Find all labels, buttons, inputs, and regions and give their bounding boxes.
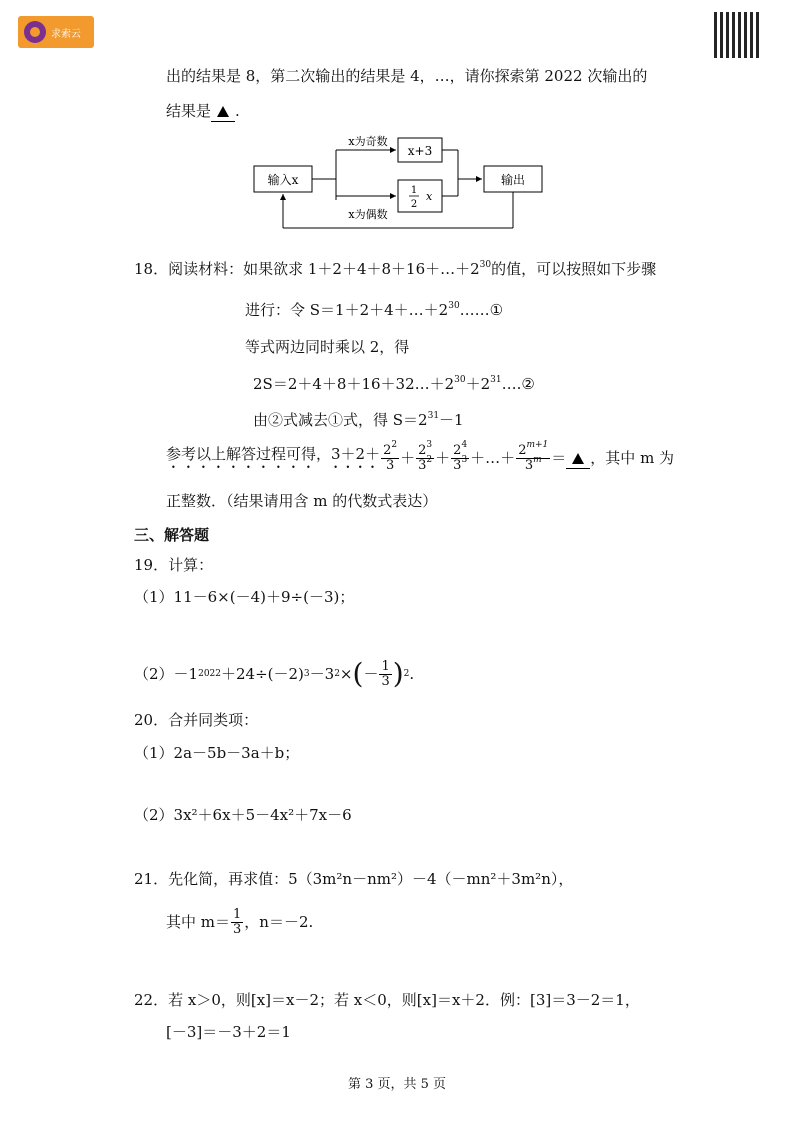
q19-part1: （1）11－6×(－4)＋9÷(－3)；	[134, 588, 355, 606]
q20-part2: （2）3x²＋6x＋5－4x²＋7x－6	[134, 806, 352, 824]
q19-title: 19．计算：	[134, 556, 214, 574]
even-box	[398, 180, 442, 212]
flow-odd-box-text: x+3	[407, 144, 433, 158]
q19-part2: （2）－1 2022 ＋24÷(－2) 3 －3 2 × ( － $\frac{1}{3}$ ) 2 .	[134, 657, 415, 690]
q18-line5: 由②式减去①式，得 $S=2^{31}-1$	[253, 411, 464, 429]
flow-even-var: x	[426, 190, 433, 203]
answer-blank	[211, 101, 235, 122]
flow-input-label: 输入x	[267, 173, 299, 187]
flow-even-num: 1	[410, 185, 418, 196]
frac-2-m: $\frac{2^{m+1}}{3^m}$	[518, 439, 549, 473]
q18-line3: 等式两边同时乘以 2，得	[245, 338, 410, 356]
flow-even-label: x为偶数	[348, 208, 388, 221]
q17-line2	[166, 101, 240, 122]
q18-line4: $2S=2+4+8+16+32\dots+2^{30}+2^{31}\dots.②$	[253, 375, 535, 393]
q22-line1: 22．若 x＞0，则[x]＝x－2；若 x＜0，则[x]＝x＋2．例：[3]＝3－2＝1，	[134, 991, 640, 1009]
q20-part1: （1）2a－5b－3a＋b；	[134, 744, 300, 762]
triangle-icon	[217, 106, 229, 117]
q20-title: 20．合并同类项：	[134, 711, 259, 729]
logo	[18, 16, 94, 48]
q17-suffix: .	[235, 102, 240, 120]
frac-1-3-m: $\frac{1}{3}$	[233, 906, 242, 937]
frac-1-3: $\frac{1}{3}$	[381, 658, 390, 689]
triangle-icon	[572, 453, 584, 464]
section-title: 三、解答题	[134, 526, 210, 544]
q18-line6-prefix: 参考以上解答过程可得，3＋2＋	[166, 445, 381, 463]
q18-line2: 进行：令 $S=1+2+4+\dots+2^{30}\dots\dots ①$	[245, 301, 504, 319]
q21-line2: 其中 m＝ $\frac{1}{3}$ ，n＝－2.	[166, 906, 314, 937]
frac-2-3-3: $\frac{2^3}{3^2}$	[418, 439, 433, 473]
frac-2-2-3: $\frac{2^2}{3}$	[383, 439, 398, 473]
page-footer: 第 3 页，共 5 页	[347, 1077, 447, 1092]
flow-even-den: 2	[410, 199, 418, 210]
q21-line1: 21．先化简，再求值：5（3m²n－nm²）－4（－mn²＋3m²n），	[134, 870, 574, 888]
logo-icon	[24, 21, 46, 43]
answer-blank	[566, 448, 590, 469]
q17-line1: 出的结果是 8，第二次输出的结果是 4，…，请你探索第 2022 次输出的	[166, 67, 648, 85]
flow-odd-label: x为奇数	[348, 135, 388, 148]
q22-line2: [－3]＝－3＋2＝1	[166, 1023, 291, 1041]
q18-line6: 参考以上解答过程可得，3＋2＋ $\frac{2^2}{3}$ ＋ $\frac{2^3}{3^2}$ ＋ $\frac{2^4}{3^3}$ ＋…＋ $\frac{2^{m+1}}{3^m}$ ＝ ，其中 m 为	[166, 439, 675, 473]
q18-line1: 18．阅读材料：如果欲求 $1+2+4+8+16+\dots+2^{30}$的值，可以按照如下步骤	[134, 260, 657, 278]
qr-code-icon	[714, 12, 760, 58]
q18-line7: 正整数．（结果请用含 m 的代数式表达）	[166, 492, 438, 510]
frac-2-4-3: $\frac{2^4}{3^3}$	[453, 439, 468, 473]
flowchart	[248, 128, 558, 238]
logo-text: 求索云	[51, 28, 81, 40]
flow-output-label: 输出	[500, 173, 526, 187]
q17-prefix: 结果是	[166, 102, 212, 120]
